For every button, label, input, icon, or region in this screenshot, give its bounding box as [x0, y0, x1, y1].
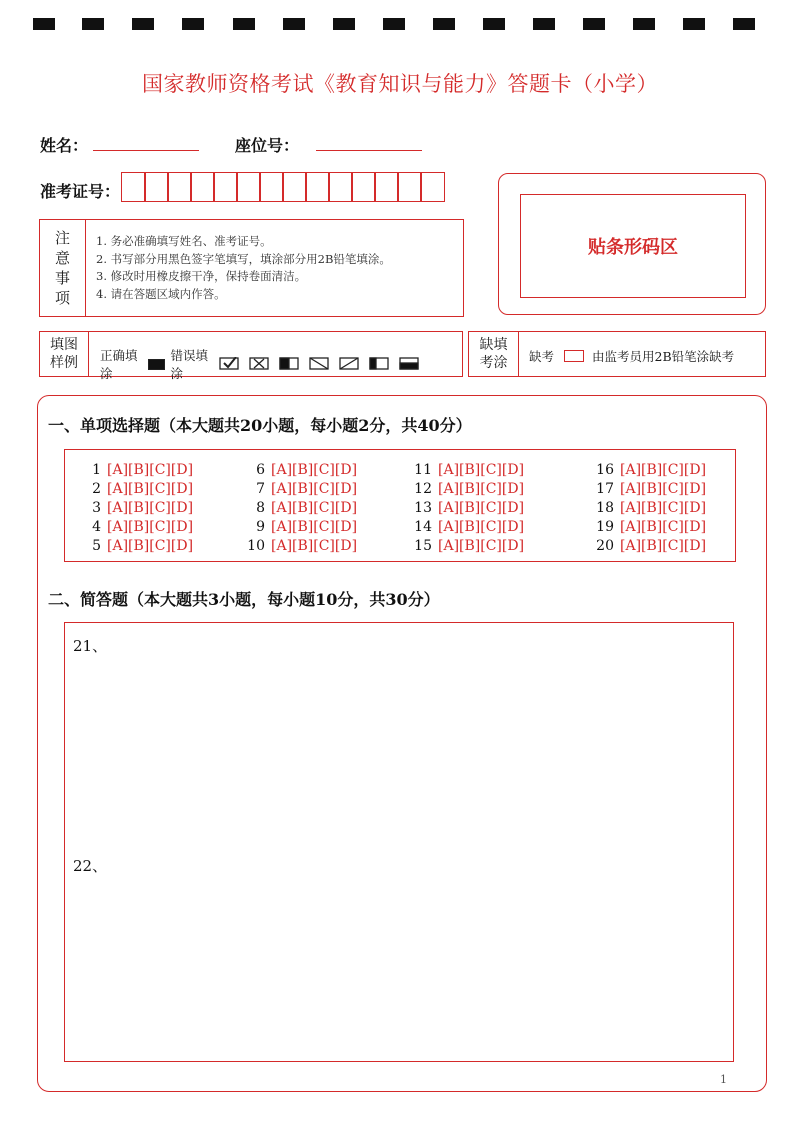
- question-number: 13: [414, 500, 432, 516]
- notes-heading-char: 项: [54, 289, 70, 307]
- mcq-question: [79, 519, 193, 535]
- section1-title: 一、单项选择题（本大题共20小题，每小题2分，共40分）: [48, 416, 472, 435]
- mcq-question: [79, 538, 193, 554]
- wrong-fill-icons: [219, 357, 462, 371]
- ticket-number-grid: [121, 172, 445, 202]
- absent-content: [529, 347, 734, 365]
- mcq-question: [410, 538, 524, 554]
- question-number: 5: [92, 538, 101, 554]
- timing-mark: [233, 18, 255, 30]
- notes-item: 4. 请在答题区域内作答。: [96, 286, 226, 301]
- ticket-digit-cell[interactable]: [397, 172, 422, 202]
- name-field[interactable]: [93, 150, 199, 151]
- timing-mark: [182, 18, 204, 30]
- answer-options[interactable]: [A][B][C][D]: [620, 462, 707, 478]
- absent-note: 由监考员用2B铅笔涂缺考: [592, 349, 735, 364]
- ticket-digit-cell[interactable]: [190, 172, 215, 202]
- notes-item: 1. 务必准确填写姓名、准考证号。: [96, 234, 272, 248]
- notes-heading-char: 注: [54, 229, 70, 247]
- mcq-question: [243, 519, 357, 535]
- timing-mark: [283, 18, 305, 30]
- timing-mark: [533, 18, 555, 30]
- answer-options[interactable]: [A][B][C][D]: [438, 462, 525, 478]
- ticket-digit-cell[interactable]: [305, 172, 330, 202]
- ticket-digit-cell[interactable]: [144, 172, 169, 202]
- answer-options[interactable]: [A][B][C][D]: [107, 462, 194, 478]
- page-title: 国家教师资格考试《教育知识与能力》答题卡（小学）: [142, 72, 658, 96]
- question-number: 16: [596, 462, 614, 478]
- mcq-question: [592, 462, 706, 478]
- fill-sample-heading-1: 填图: [50, 337, 78, 353]
- ticket-digit-cell[interactable]: [351, 172, 376, 202]
- timing-mark: [333, 18, 355, 30]
- timing-mark: [82, 18, 104, 30]
- timing-mark: [683, 18, 705, 30]
- notes-heading: [40, 220, 86, 316]
- absent-checkbox[interactable]: [564, 350, 584, 362]
- notes-box: [39, 219, 464, 317]
- notes-heading-char: 意: [54, 249, 70, 267]
- q22-label: 22、: [73, 857, 108, 875]
- wrong-fill-label: 错误填涂: [170, 348, 209, 381]
- mcq-question: [592, 500, 706, 516]
- question-number: 11: [414, 462, 432, 478]
- timing-mark: [633, 18, 655, 30]
- question-number: 15: [414, 538, 432, 554]
- question-number: 4: [92, 519, 101, 535]
- ticket-digit-cell[interactable]: [213, 172, 238, 202]
- notes-item: 3. 修改时用橡皮擦干净，保持卷面清洁。: [96, 269, 307, 283]
- mcq-question: [592, 519, 706, 535]
- answer-options[interactable]: [A][B][C][D]: [620, 500, 707, 516]
- section2-title: 二、简答题（本大题共3小题，每小题10分，共30分）: [48, 590, 440, 609]
- ticket-digit-cell[interactable]: [374, 172, 399, 202]
- fill-sample-heading: [40, 332, 89, 376]
- answer-options[interactable]: [A][B][C][D]: [620, 481, 707, 497]
- answer-options[interactable]: [A][B][C][D]: [438, 481, 525, 497]
- ticket-label: 准考证号：: [40, 182, 121, 201]
- q21-label: 21、: [73, 637, 108, 655]
- question-number: 8: [256, 500, 265, 516]
- mcq-question: [410, 519, 524, 535]
- mcq-question: [79, 481, 193, 497]
- question-number: 19: [596, 519, 614, 535]
- answer-options[interactable]: [A][B][C][D]: [438, 538, 525, 554]
- fill-sample-box: [39, 331, 463, 381]
- question-number: 10: [247, 538, 265, 554]
- mcq-question: [79, 500, 193, 516]
- timing-mark: [583, 18, 605, 30]
- mcq-question: [243, 481, 357, 497]
- question-number: 7: [256, 481, 265, 497]
- answer-options[interactable]: [A][B][C][D]: [271, 462, 358, 478]
- ticket-digit-cell[interactable]: [259, 172, 284, 202]
- absent-label: 缺考: [529, 349, 555, 364]
- question-number: 1: [92, 462, 101, 478]
- timing-mark: [132, 18, 154, 30]
- timing-mark: [33, 18, 55, 30]
- seat-label: 座位号：: [235, 136, 300, 155]
- notes-heading-char: 事: [54, 269, 70, 287]
- fill-sample-heading-2: 样例: [50, 355, 78, 371]
- ticket-digit-cell[interactable]: [236, 172, 261, 202]
- correct-fill-label: 正确填涂: [100, 348, 138, 381]
- mcq-grid: [64, 449, 736, 562]
- ticket-digit-cell[interactable]: [420, 172, 445, 202]
- mcq-question: [243, 462, 357, 478]
- absent-heading-1: 缺填: [479, 337, 508, 353]
- question-number: 17: [596, 481, 614, 497]
- fill-sample-content: [100, 346, 462, 382]
- mcq-question: [410, 462, 524, 478]
- page-number: 1: [720, 1073, 727, 1086]
- mcq-question: [592, 481, 706, 497]
- question-number: 14: [414, 519, 432, 535]
- question-number: 20: [596, 538, 614, 554]
- question-number: 2: [92, 481, 101, 497]
- answer-options[interactable]: [A][B][C][D]: [271, 538, 358, 554]
- mcq-question: [79, 462, 193, 478]
- barcode-label: 贴条形码区: [520, 194, 746, 298]
- timing-mark: [433, 18, 455, 30]
- ticket-digit-cell[interactable]: [282, 172, 307, 202]
- question-number: 3: [92, 500, 101, 516]
- answer-options[interactable]: [A][B][C][D]: [271, 500, 358, 516]
- absent-box: [468, 331, 766, 377]
- ticket-digit-cell[interactable]: [328, 172, 353, 202]
- notes-item: 2. 书写部分用黑色签字笔填写，填涂部分用2B铅笔填涂。: [96, 251, 391, 266]
- short-answer-box[interactable]: [64, 622, 734, 1062]
- mcq-question: [592, 538, 706, 554]
- absent-heading-2: 考涂: [479, 355, 508, 371]
- answer-options[interactable]: [A][B][C][D]: [271, 519, 358, 535]
- question-number: 9: [256, 519, 265, 535]
- answer-options[interactable]: [A][B][C][D]: [107, 538, 194, 554]
- seat-field[interactable]: [316, 150, 422, 151]
- question-number: 12: [414, 481, 432, 497]
- mcq-question: [243, 500, 357, 516]
- answer-options[interactable]: [A][B][C][D]: [107, 500, 194, 516]
- mcq-question: [410, 481, 524, 497]
- mcq-question: [410, 500, 524, 516]
- timing-mark: [733, 18, 755, 30]
- mcq-question: [243, 538, 357, 554]
- answer-options[interactable]: [A][B][C][D]: [620, 538, 707, 554]
- question-number: 18: [596, 500, 614, 516]
- answer-options[interactable]: [A][B][C][D]: [438, 500, 525, 516]
- correct-fill-icon: [148, 359, 164, 370]
- answer-options[interactable]: [A][B][C][D]: [620, 519, 707, 535]
- ticket-digit-cell[interactable]: [167, 172, 192, 202]
- timing-mark: [383, 18, 405, 30]
- question-number: 6: [256, 462, 265, 478]
- answer-options[interactable]: [A][B][C][D]: [438, 519, 525, 535]
- ticket-digit-cell[interactable]: [121, 172, 146, 202]
- notes-list: [96, 233, 391, 303]
- answer-options[interactable]: [A][B][C][D]: [107, 481, 194, 497]
- name-label: 姓名：: [40, 136, 89, 155]
- answer-options[interactable]: [A][B][C][D]: [107, 519, 194, 535]
- answer-options[interactable]: [A][B][C][D]: [271, 481, 358, 497]
- timing-mark: [483, 18, 505, 30]
- absent-heading: [469, 332, 519, 376]
